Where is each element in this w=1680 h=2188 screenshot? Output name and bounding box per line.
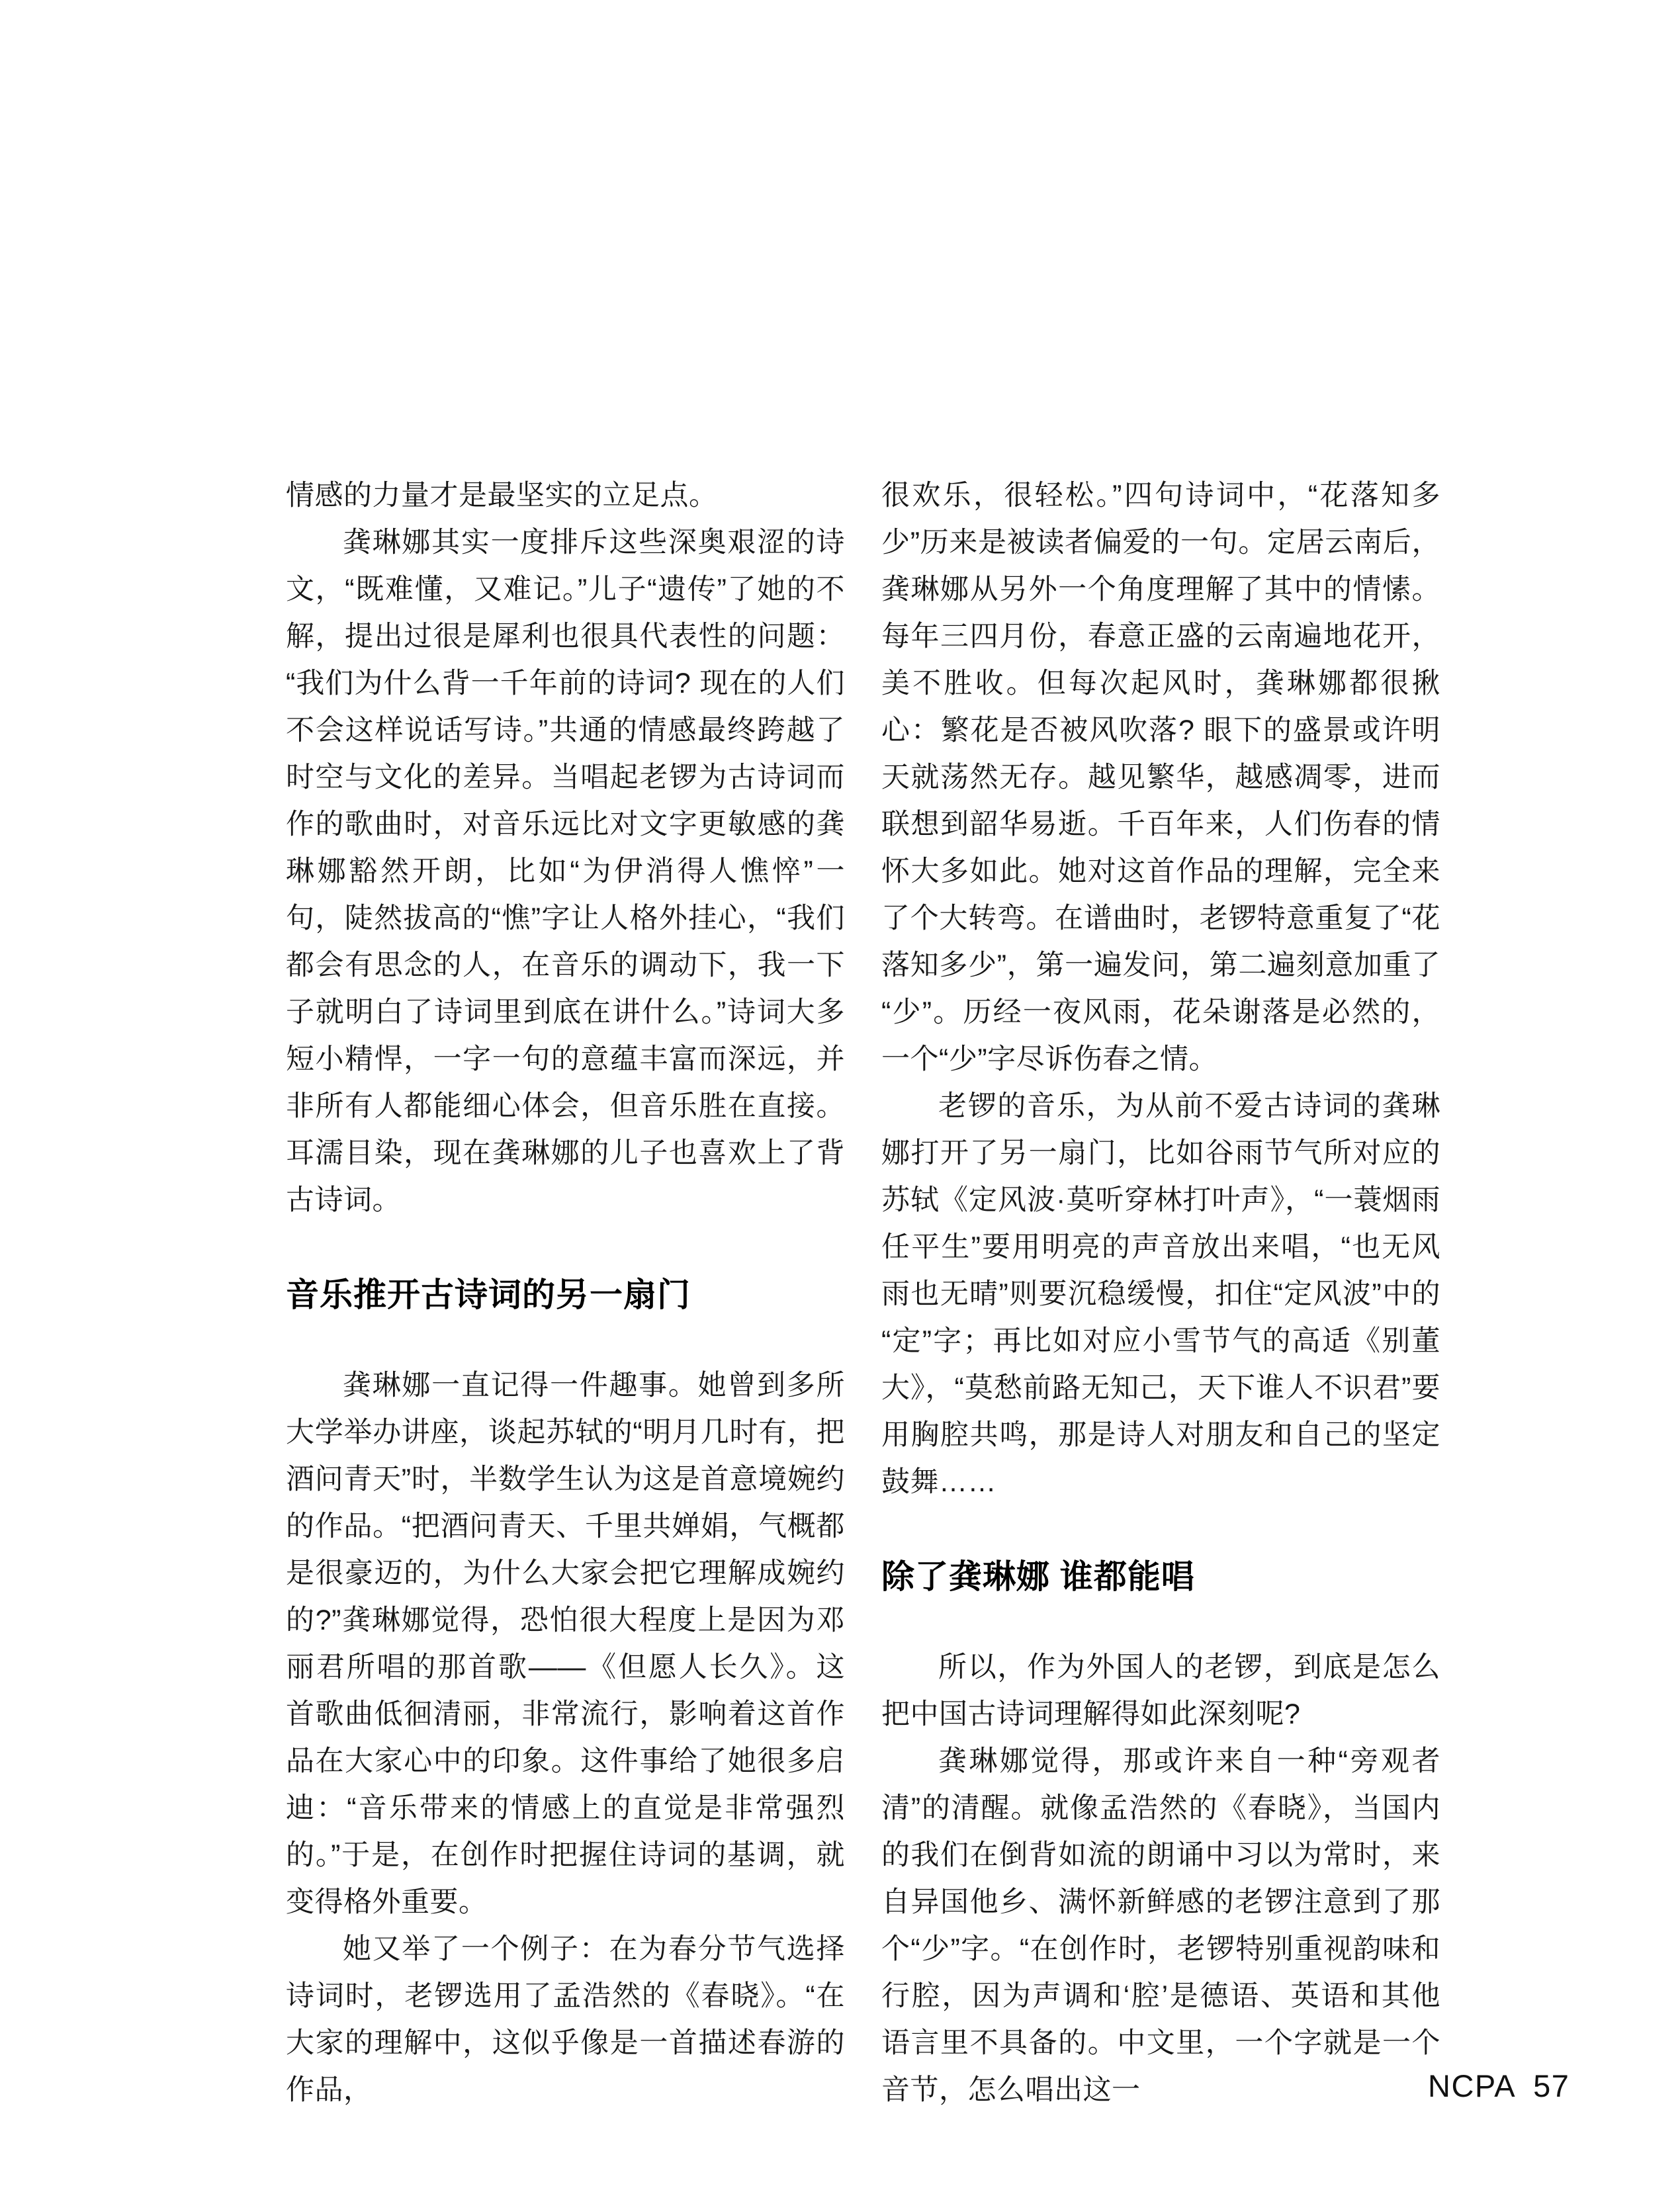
section-heading: 除了龚琳娜 谁都能唱 (881, 1558, 1195, 1595)
article-body (286, 472, 1440, 2114)
body-paragraph: 龚琳娜一直记得一件趣事。她曾到多所大学举办讲座，谈起苏轼的“明月几时有，把酒问青天”时，半数学生认为这是首意境婉约的作品。“把酒问青天、千里共婵娟，气概都是很豪迈的，为什么大家会把它理解成婉约的?”龚琳娜觉得，恐怕很大程度上是因为邓丽君所唱的那首歌——《但愿人长久》。这首歌曲低徊清丽，非常流行，影响着这首作品在大家心中的印象。这件事给了她很多启迪：“音乐带来的情感上的直觉是非常强烈的。”于是，在创作时把握住诗词的基调，就变得格外重要。 (286, 1370, 845, 1918)
body-paragraph: 她又举了一个例子：在为春分节气选择诗词时，老锣选用了孟浩然的《春晓》。“在大家的理解中，这似乎像是一首描述春游的作品， (286, 1933, 845, 2106)
body-paragraph: 所以，作为外国人的老锣，到底是怎么把中国古诗词理解得如此深刻呢? (881, 1651, 1440, 1730)
right-column (881, 472, 1440, 2114)
body-paragraph: 龚琳娜觉得，那或许来自一种“旁观者清”的清醒。就像孟浩然的《春晓》，当国内的我们在倒背如流的朗诵中习以为常时，来自异国他乡、满怀新鲜感的老锣注意到了那个“少”字。“在创作时，老锣特别重视韵味和行腔，因为声调和‘腔’是德语、英语和其他语言里不具备的。中文里，一个字就是一个音节，怎么唱出这一 (881, 1745, 1440, 2106)
body-paragraph: 龚琳娜其实一度排斥这些深奥艰涩的诗文，“既难懂，又难记。”儿子“遗传”了她的不解，提出过很是犀利也很具代表性的问题：“我们为什么背一千年前的诗词? 现在的人们不会这样说话写诗。”共通的情感最终跨越了时空与文化的差异。当唱起老锣为古诗词而作的歌曲时，对音乐远比对文字更敏感的龚琳娜豁然开朗，比如“为伊消得人憔悴”一句，陡然拔高的“憔”字让人格外挂心，“我们都会有思念的人，在音乐的调动下，我一下子就明白了诗词里到底在讲什么。”诗词大多短小精悍，一字一句的意蕴丰富而深远，并非所有人都能细心体会，但音乐胜在直接。耳濡目染，现在龚琳娜的儿子也喜欢上了背古诗词。 (286, 527, 845, 1216)
body-paragraph: 情感的力量才是最坚实的立足点。 (286, 480, 718, 511)
left-column (286, 472, 845, 2114)
footer-page-number: 57 (1533, 2068, 1570, 2103)
body-paragraph: 老锣的音乐，为从前不爱古诗词的龚琳娜打开了另一扇门，比如谷雨节气所对应的苏轼《定风波·莫听穿林打叶声》，“一蓑烟雨任平生”要用明亮的声音放出来唱，“也无风雨也无晴”则要沉稳缓慢，扣住“定风波”中的“定”字；再比如对应小雪节气的高适《别董大》，“莫愁前路无知己，天下谁人不识君”要用胸腔共鸣，那是诗人对朋友和自己的坚定鼓舞…… (881, 1090, 1440, 1498)
section-heading: 音乐推开古诗词的另一扇门 (286, 1276, 691, 1313)
page-footer (1428, 2070, 1569, 2103)
footer-brand: NCPA (1428, 2068, 1517, 2103)
body-paragraph: 很欢乐，很轻松。”四句诗词中，“花落知多少”历来是被读者偏爱的一句。定居云南后，龚琳娜从另外一个角度理解了其中的情愫。每年三四月份，春意正盛的云南遍地花开，美不胜收。但每次起风时，龚琳娜都很揪心：繁花是否被风吹落? 眼下的盛景或许明天就荡然无存。越见繁华，越感凋零，进而联想到韶华易逝。千百年来，人们伤春的情怀大多如此。她对这首作品的理解，完全来了个大转弯。在谱曲时，老锣特意重复了“花落知多少”，第一遍发问，第二遍刻意加重了“少”。历经一夜风雨，花朵谢落是必然的，一个“少”字尽诉伤春之情。 (881, 480, 1440, 1075)
